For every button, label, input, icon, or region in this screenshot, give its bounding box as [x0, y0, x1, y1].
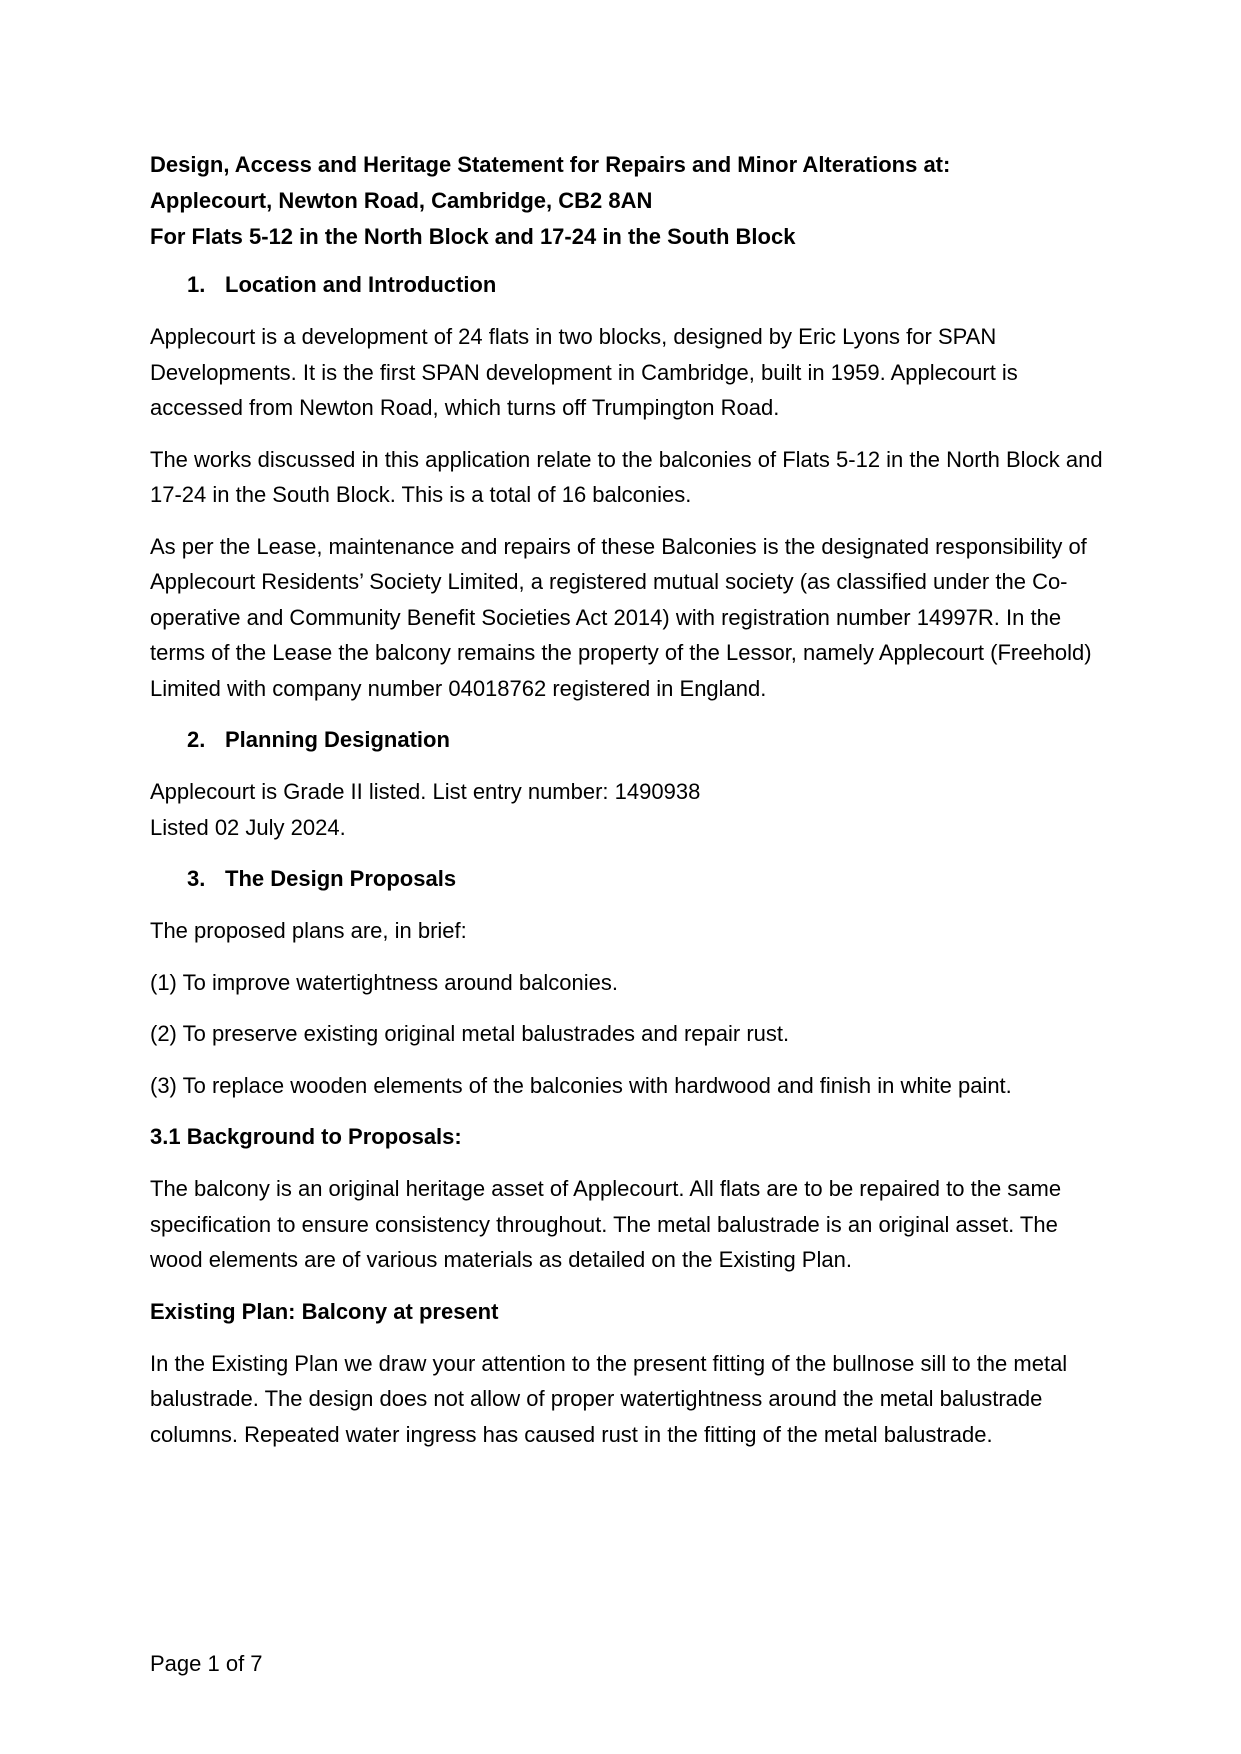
section-2-heading	[150, 722, 1110, 758]
title-line-3: For Flats 5-12 in the North Block and 17-24 in the South Block	[150, 224, 796, 249]
section-1-paragraph-2: The works discussed in this application relate to the balconies of Flats 5-12 in the North Block and 17-24 in the South Block. This is a total of 16 balconies.	[150, 446, 1103, 507]
section-1-heading	[150, 267, 1110, 303]
title-line-1: Design, Access and Heritage Statement for Repairs and Minor Alterations at:	[150, 152, 951, 177]
section-1-paragraph-1: Applecourt is a development of 24 flats in two blocks, designed by Eric Lyons for SPAN Developments. It is the first SPAN development in Cambridge, built in 1959. Applecourt is accessed from Newton Road, which turns off Trumpington Road.	[150, 324, 1018, 420]
section-3-1-paragraph: The balcony is an original heritage asset of Applecourt. All flats are to be repaired to the same specification to ensure consistency throughout. The metal balustrade is an original asset. The wood elements are of various materials as detailed on the Existing Plan.	[150, 1176, 1062, 1272]
section-3-number: 3.	[187, 866, 206, 891]
section-2-line-2: Listed 02 July 2024.	[150, 814, 346, 840]
section-3-item-3: (3) To replace wooden elements of the balconies with hardwood and finish in white paint.	[150, 1072, 1012, 1098]
section-3-heading	[150, 861, 1110, 897]
section-3-item-1: (1) To improve watertightness around balconies.	[150, 969, 618, 995]
document-page	[150, 147, 1110, 1468]
section-2-title: Planning Designation	[225, 727, 450, 752]
section-1-paragraph-3: As per the Lease, maintenance and repairs of these Balconies is the designated responsibility of Applecourt Residents’ Society Limited, a registered mutual society (as classified under the Co-operative and Community Benefit Societies Act 2014) with registration number 14997R. In the terms of the Lease the balcony remains the property of the Lessor, namely Applecourt (Freehold) Limited with company number 04018762 registered in England.	[150, 533, 1092, 701]
page-number: Page 1 of 7	[150, 1651, 263, 1676]
section-3-item-2: (2) To preserve existing original metal balustrades and repair rust.	[150, 1021, 790, 1046]
section-1-number: 1.	[187, 272, 206, 297]
section-1-title: Location and Introduction	[225, 272, 497, 297]
section-3-1-heading: 3.1 Background to Proposals:	[150, 1124, 462, 1149]
existing-plan-heading: Existing Plan: Balcony at present	[150, 1298, 499, 1324]
section-2-line-1: Applecourt is Grade II listed. List entry number: 1490938	[150, 779, 701, 804]
title-line-2: Applecourt, Newton Road, Cambridge, CB2 8AN	[150, 188, 653, 213]
section-3-intro: The proposed plans are, in brief:	[150, 918, 467, 943]
section-3-title: The Design Proposals	[225, 866, 457, 891]
existing-plan-paragraph: In the Existing Plan we draw your attention to the present fitting of the bullnose sill to the metal balustrade. The design does not allow of proper watertightness around the metal balustrade columns. Repeated water ingress has caused rust in the fitting of the metal balustrade.	[150, 1350, 1068, 1447]
section-2-number: 2.	[187, 727, 206, 752]
